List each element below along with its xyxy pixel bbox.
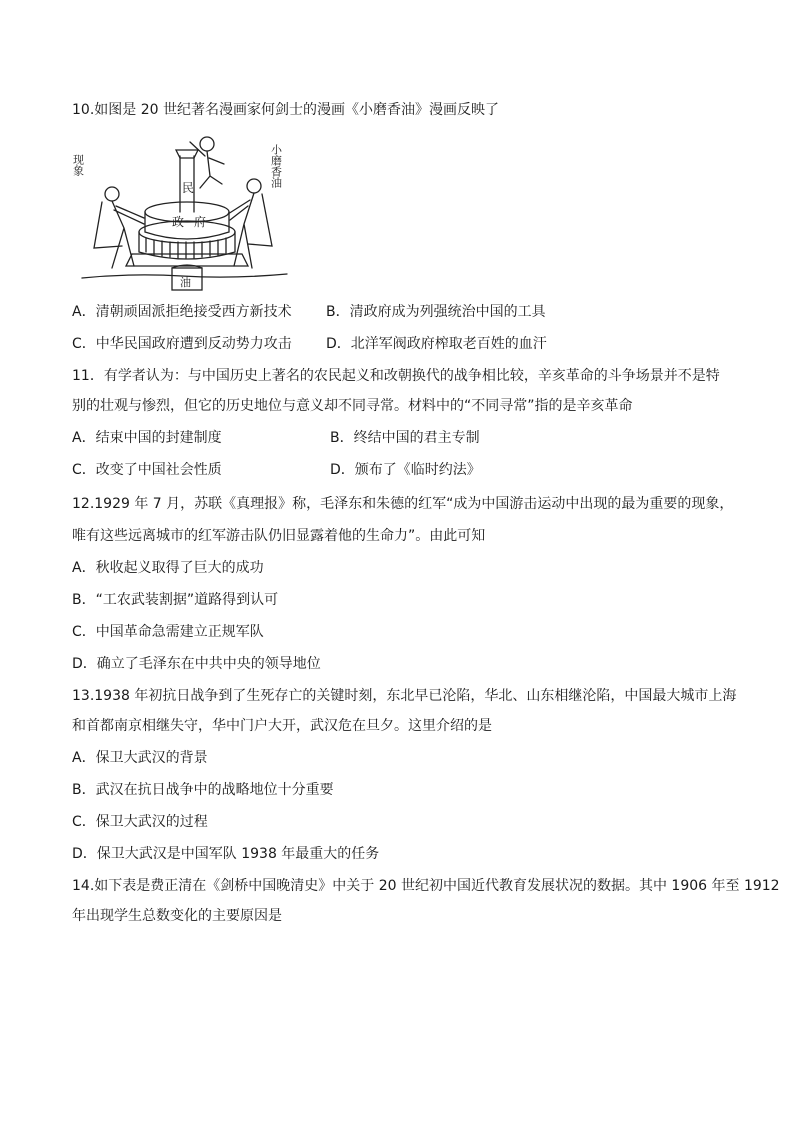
- q11-option-a: A．结束中国的封建制度: [72, 430, 222, 446]
- q10-option-c: C．中华民国政府遭到反动势力攻击: [72, 336, 292, 352]
- q14-stem-line-2: 年出现学生总数变化的主要原因是: [72, 908, 282, 924]
- q13-option-d: D．保卫大武汉是中国军队 1938 年最重大的任务: [72, 846, 380, 862]
- q13-stem-line-2: 和首都南京相继失守，华中门户大开，武汉危在旦夕。这里介绍的是: [72, 718, 492, 734]
- q13-option-b: B．武汉在抗日战争中的战略地位十分重要: [72, 782, 334, 798]
- q12-stem-line-1: 12.1929 年 7 月，苏联《真理报》称，毛泽东和朱德的红军“成为中国游击运动中出现的最为重要的现象，: [72, 496, 734, 512]
- cartoon-base-label: 油: [180, 276, 191, 289]
- cartoon-left-label: 现象: [72, 154, 85, 176]
- q12-option-b: B．“工农武装割据”道路得到认可: [72, 592, 279, 608]
- q10-option-a: A．清朝顽固派拒绝接受西方新技术: [72, 304, 292, 320]
- q11-stem-line-1: 11．有学者认为：与中国历史上著名的农民起义和改朝换代的战争相比较，辛亥革命的斗争场景并不是特: [72, 368, 720, 384]
- q13-option-c: C．保卫大武汉的过程: [72, 814, 208, 830]
- q11-stem-line-2: 别的壮观与惨烈，但它的历史地位与意义却不同寻常。材料中的“不同寻常”指的是辛亥革命: [72, 398, 633, 414]
- q11-option-c: C．改变了中国社会性质: [72, 462, 222, 478]
- cartoon-title-label: 小磨香油: [269, 144, 283, 188]
- q13-stem-line-1: 13.1938 年初抗日战争到了生死存亡的关键时刻，东北早已沦陷，华北、山东相继沦陷，中国最大城市上海: [72, 688, 737, 704]
- q12-stem-line-2: 唯有这些远离城市的红军游击队仍旧显露着他的生命力”。由此可知: [72, 528, 486, 544]
- q14-stem-line-1: 14.如下表是费正清在《剑桥中国晚清史》中关于 20 世纪初中国近代教育发展状况的数据。其中 1906 年至 1912: [72, 878, 780, 894]
- q10-option-d: D．北洋军阀政府榨取老百姓的血汗: [326, 336, 547, 352]
- q11-option-b: B．终结中国的君主专制: [330, 430, 480, 446]
- cartoon-small-mill-sesame-oil: [72, 128, 294, 296]
- cartoon-handle-label: 民: [182, 181, 195, 195]
- q12-option-a: A．秋收起义取得了巨大的成功: [72, 560, 264, 576]
- q12-option-c: C．中国革命急需建立正规军队: [72, 624, 264, 640]
- q13-option-a: A．保卫大武汉的背景: [72, 750, 208, 766]
- q10-stem-line-1: 10.如图是 20 世纪著名漫画家何剑士的漫画《小磨香油》漫画反映了: [72, 102, 499, 118]
- cartoon-stone-label: 政府: [172, 215, 217, 229]
- q11-option-d: D．颁布了《临时约法》: [330, 462, 481, 478]
- q10-option-b: B．清政府成为列强统治中国的工具: [326, 304, 546, 320]
- q12-option-d: D．确立了毛泽东在中共中央的领导地位: [72, 656, 321, 672]
